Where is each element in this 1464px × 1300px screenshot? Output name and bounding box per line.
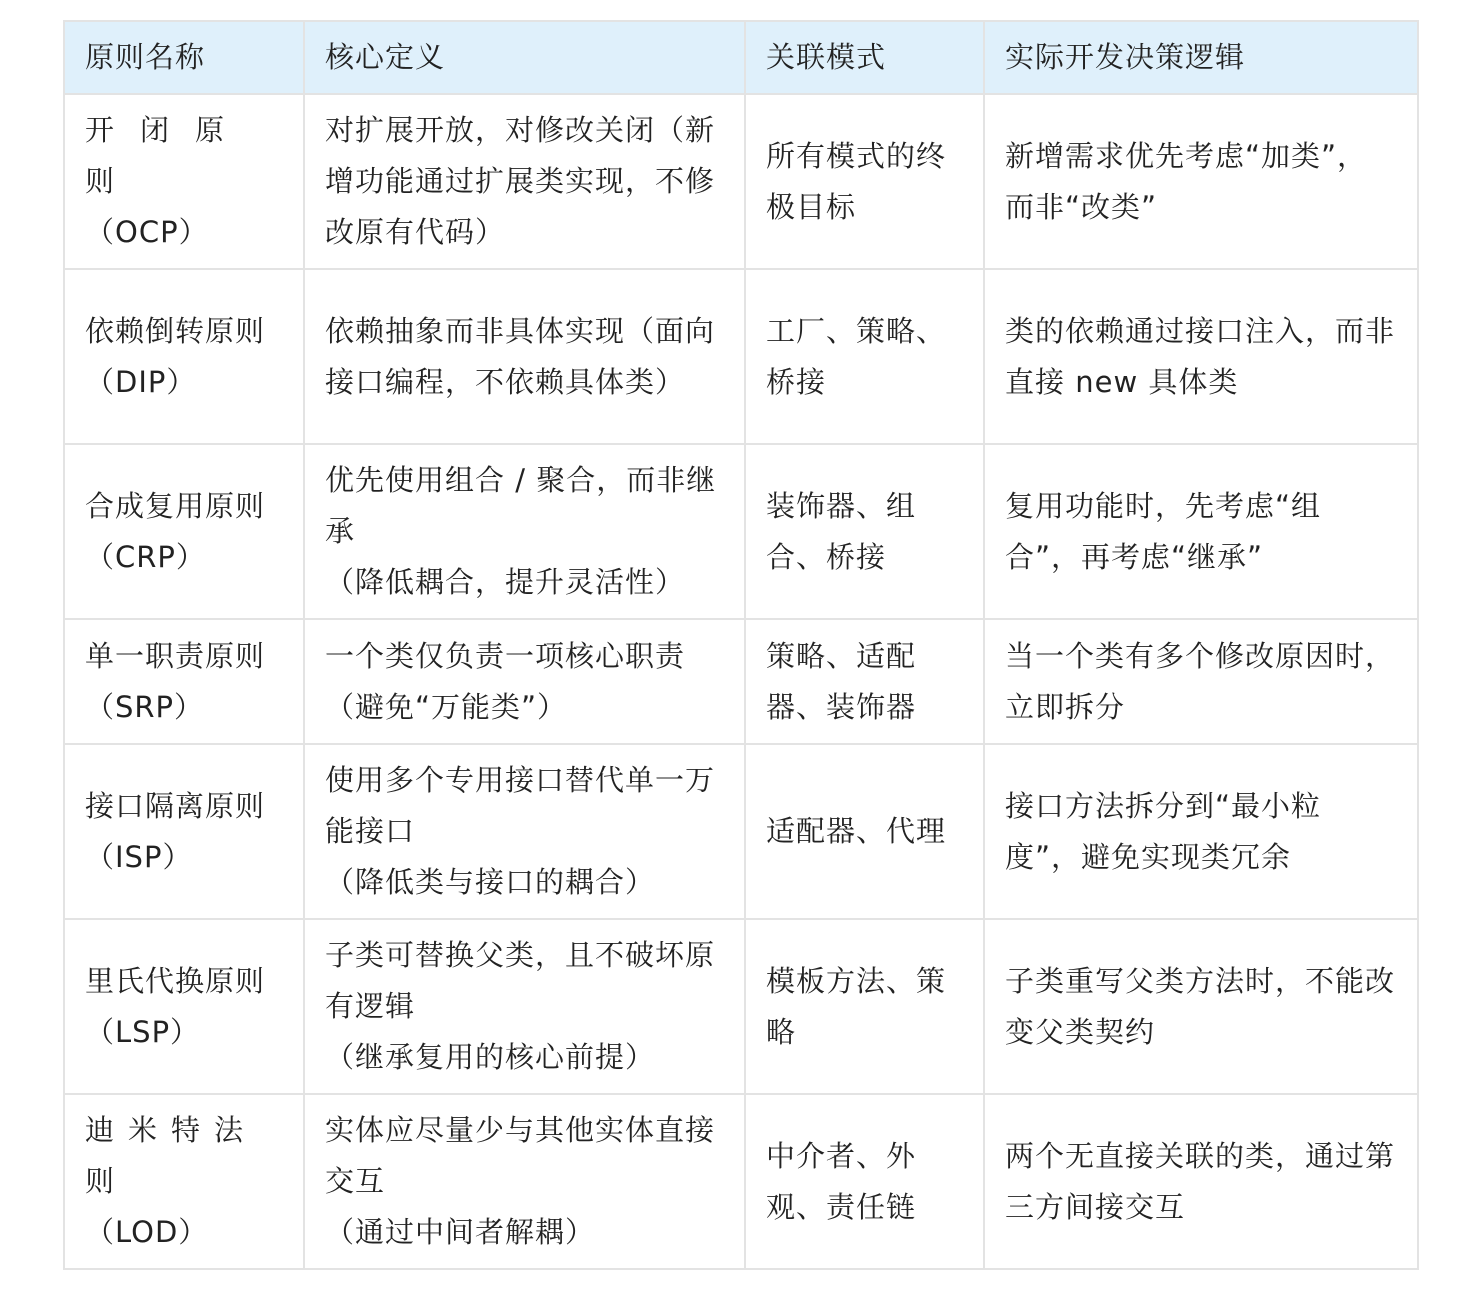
table-row — [64, 1094, 1418, 1269]
definition-cell — [304, 269, 745, 444]
definition-cell — [304, 444, 745, 619]
patterns-text: 中介者、外观、责任链 — [766, 1138, 917, 1224]
table-row — [64, 919, 1418, 1094]
principle-abbr: （LSP） — [85, 1014, 201, 1049]
patterns-text: 所有模式的终极目标 — [766, 138, 947, 224]
logic-text: 接口方法拆分到“最小粒度”，避免实现类冗余 — [1005, 788, 1322, 874]
patterns-cell — [745, 919, 984, 1094]
principle-name: 接口隔离原则 — [85, 788, 266, 823]
definition-text: 一个类仅负责一项核心职责（避免“万能类”） — [325, 638, 686, 724]
definition-text: 对扩展开放，对修改关闭（新增功能通过扩展类实现，不修改原有代码） — [325, 113, 716, 249]
header-principle-name: 原则名称 — [64, 21, 304, 94]
definition-text: 依赖抽象而非具体实现（面向接口编程，不依赖具体类） — [325, 313, 716, 399]
table-row — [64, 744, 1418, 919]
principle-name-cell — [64, 919, 304, 1094]
principle-abbr: （SRP） — [85, 689, 205, 724]
patterns-cell — [745, 744, 984, 919]
table-body — [64, 94, 1418, 1269]
patterns-text: 适配器、代理 — [766, 814, 947, 848]
principle-name: 里氏代换原则 — [85, 963, 266, 998]
logic-cell — [984, 94, 1418, 269]
patterns-cell — [745, 619, 984, 744]
patterns-cell — [745, 1094, 984, 1269]
principle-name-cell — [64, 1094, 304, 1269]
definition-note: （继承复用的核心前提） — [325, 1040, 656, 1074]
logic-text: 当一个类有多个修改原因时，立即拆分 — [1005, 638, 1396, 724]
principle-abbr: （CRP） — [85, 539, 206, 574]
header-core-definition: 核心定义 — [304, 21, 745, 94]
patterns-cell — [745, 94, 984, 269]
table-header — [64, 21, 1418, 94]
logic-text: 新增需求优先考虑“加类”，而非“改类” — [1005, 138, 1368, 224]
patterns-cell — [745, 269, 984, 444]
definition-cell — [304, 919, 745, 1094]
definition-text: 使用多个专用接口替代单一万能接口 — [325, 763, 716, 848]
design-principles-table — [63, 20, 1419, 1270]
principle-abbr: （LOD） — [85, 1215, 209, 1249]
principle-name-cell — [64, 744, 304, 919]
logic-cell — [984, 269, 1418, 444]
definition-text: 子类可替换父类，且不破坏原有逻辑 — [325, 938, 716, 1023]
header-row — [64, 21, 1418, 94]
principle-name: 合成复用原则 — [85, 488, 266, 523]
principle-name: 迪米特法则 — [85, 1113, 258, 1198]
principle-abbr: （DIP） — [85, 364, 197, 399]
logic-text: 复用功能时，先考虑“组合”，再考虑“继承” — [1005, 488, 1322, 574]
patterns-text: 模板方法、策略 — [766, 963, 947, 1049]
definition-cell — [304, 94, 745, 269]
patterns-text: 工厂、策略、桥接 — [766, 313, 947, 399]
principle-name: 依赖倒转原则 — [85, 313, 266, 348]
logic-cell — [984, 744, 1418, 919]
logic-text: 类的依赖通过接口注入，而非直接 new 具体类 — [1005, 313, 1396, 399]
principle-name-cell — [64, 444, 304, 619]
logic-cell — [984, 619, 1418, 744]
principle-abbr: （OCP） — [85, 215, 209, 249]
table-row — [64, 619, 1418, 744]
definition-text: 实体应尽量少与其他实体直接交互 — [325, 1113, 716, 1198]
patterns-cell — [745, 444, 984, 619]
patterns-text: 策略、适配器、装饰器 — [766, 638, 917, 724]
header-decision-logic: 实际开发决策逻辑 — [984, 21, 1418, 94]
definition-cell — [304, 619, 745, 744]
principle-name-cell — [64, 94, 304, 269]
definition-note: （降低类与接口的耦合） — [325, 865, 656, 899]
definition-note: （通过中间者解耦） — [325, 1215, 596, 1249]
principles-table-container — [63, 20, 1417, 1270]
principle-name: 开闭原则 — [85, 113, 251, 198]
principle-name-cell — [64, 269, 304, 444]
definition-text: 优先使用组合 / 聚合，而非继承 — [325, 463, 717, 548]
principle-name-cell — [64, 619, 304, 744]
table-row — [64, 94, 1418, 269]
logic-text: 子类重写父类方法时，不能改变父类契约 — [1005, 963, 1396, 1049]
table-row — [64, 444, 1418, 619]
definition-cell — [304, 744, 745, 919]
logic-cell — [984, 444, 1418, 619]
logic-text: 两个无直接关联的类，通过第三方间接交互 — [1005, 1138, 1396, 1224]
patterns-text: 装饰器、组合、桥接 — [766, 488, 917, 574]
principle-abbr: （ISP） — [85, 839, 193, 874]
header-related-patterns: 关联模式 — [745, 21, 984, 94]
principle-name: 单一职责原则 — [85, 638, 266, 673]
definition-cell — [304, 1094, 745, 1269]
table-row — [64, 269, 1418, 444]
definition-note: （降低耦合，提升灵活性） — [325, 565, 686, 599]
logic-cell — [984, 919, 1418, 1094]
logic-cell — [984, 1094, 1418, 1269]
